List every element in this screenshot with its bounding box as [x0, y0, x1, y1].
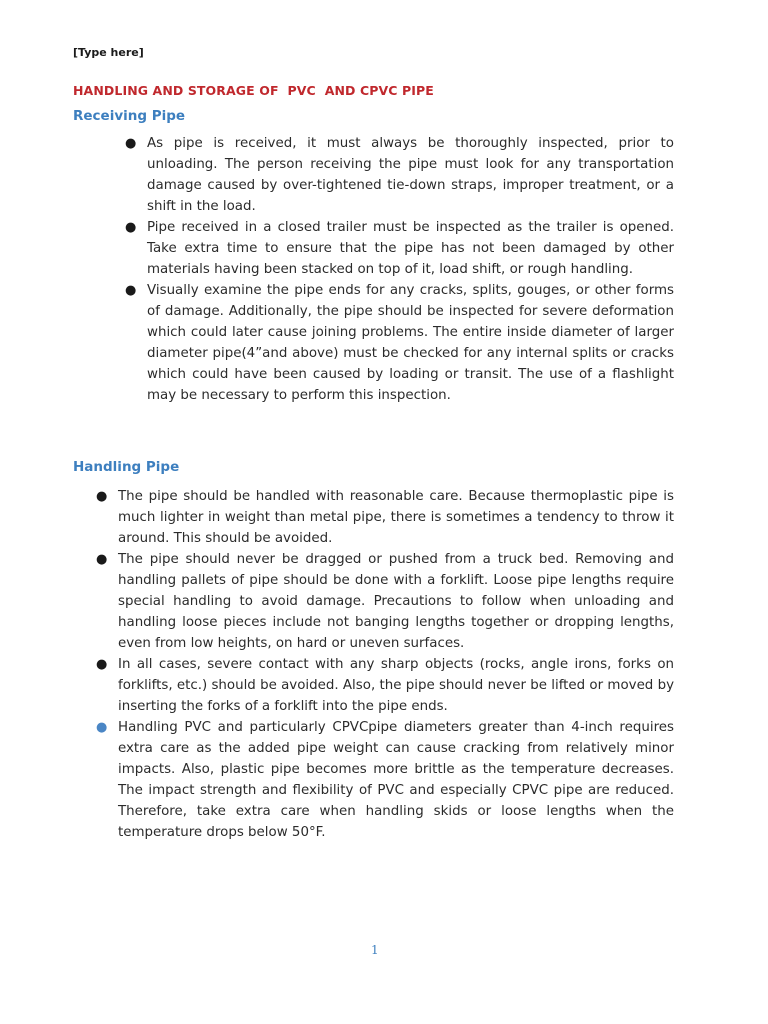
list-item: [96, 486, 674, 549]
list-item: [96, 654, 674, 717]
bullet-icon: ●: [96, 489, 108, 504]
document-title: HANDLING AND STORAGE OF PVC AND CPVC PIPE: [73, 83, 434, 98]
bullet-icon: ●: [96, 552, 108, 567]
section-heading-handling: Handling Pipe: [73, 459, 180, 475]
list-item-text: As pipe is received, it must always be thoroughly inspected, prior to unloading. The person receiving the pipe must look for any transportation damage caused by over-tightened tie-down straps, improper treatment, or a shift in the load.: [147, 136, 674, 214]
receiving-bullet-list: [125, 133, 674, 406]
list-item-text: Visually examine the pipe ends for any cracks, splits, gouges, or other forms of damage. Additionally, the pipe should be inspected for severe deformation which could later cause joining problems. The entire inside diameter of larger diameter pipe(4”and above) must be checked for any internal splits or cracks which could have been caused by loading or transit. The use of a flashlight may be necessary to perform this inspection.: [147, 283, 674, 403]
bullet-icon: ●: [125, 136, 137, 151]
page-header: [Type here]: [73, 46, 144, 59]
list-item: [125, 280, 674, 406]
list-item: [125, 133, 674, 217]
list-item-text: In all cases, severe contact with any sharp objects (rocks, angle irons, forks on forklifts, etc.) should be avoided. Also, the pipe should never be lifted or moved by inserting the forks of a forklift into the pipe ends.: [118, 657, 674, 714]
section-heading-receiving: Receiving Pipe: [73, 108, 186, 124]
bullet-icon: ●: [96, 720, 108, 735]
page-number: 1: [371, 943, 379, 957]
list-item-text: The pipe should be handled with reasonable care. Because thermoplastic pipe is much lighter in weight than metal pipe, there is sometimes a tendency to throw it around. This should be avoided.: [118, 489, 674, 546]
bullet-icon: ●: [125, 283, 137, 298]
list-item-text: The pipe should never be dragged or pushed from a truck bed. Removing and handling pallets of pipe should be done with a forklift. Loose pipe lengths require special handling to avoid damage. Precautions to follow when unloading and handling loose pieces include not banging lengths together or dropping lengths, even from low heights, on hard or uneven surfaces.: [118, 552, 674, 651]
list-item: [96, 717, 674, 843]
bullet-icon: ●: [125, 220, 137, 235]
list-item: [96, 549, 674, 654]
list-item-text: Handling PVC and particularly CPVCpipe diameters greater than 4-inch requires extra care as the added pipe weight can cause cracking from relatively minor impacts. Also, plastic pipe becomes more brittle as the temperature decreases. The impact strength and flexibility of PVC and especially CPVC pipe are reduced. Therefore, take extra care when handling skids or loose lengths when the temperature drops below 50°F.: [118, 720, 674, 840]
handling-bullet-list: [96, 486, 674, 843]
list-item: [125, 217, 674, 280]
list-item-text: Pipe received in a closed trailer must be inspected as the trailer is opened. Take extra time to ensure that the pipe has not been damaged by other materials having been stacked on top of it, load shift, or rough handling.: [147, 220, 674, 277]
bullet-icon: ●: [96, 657, 108, 672]
